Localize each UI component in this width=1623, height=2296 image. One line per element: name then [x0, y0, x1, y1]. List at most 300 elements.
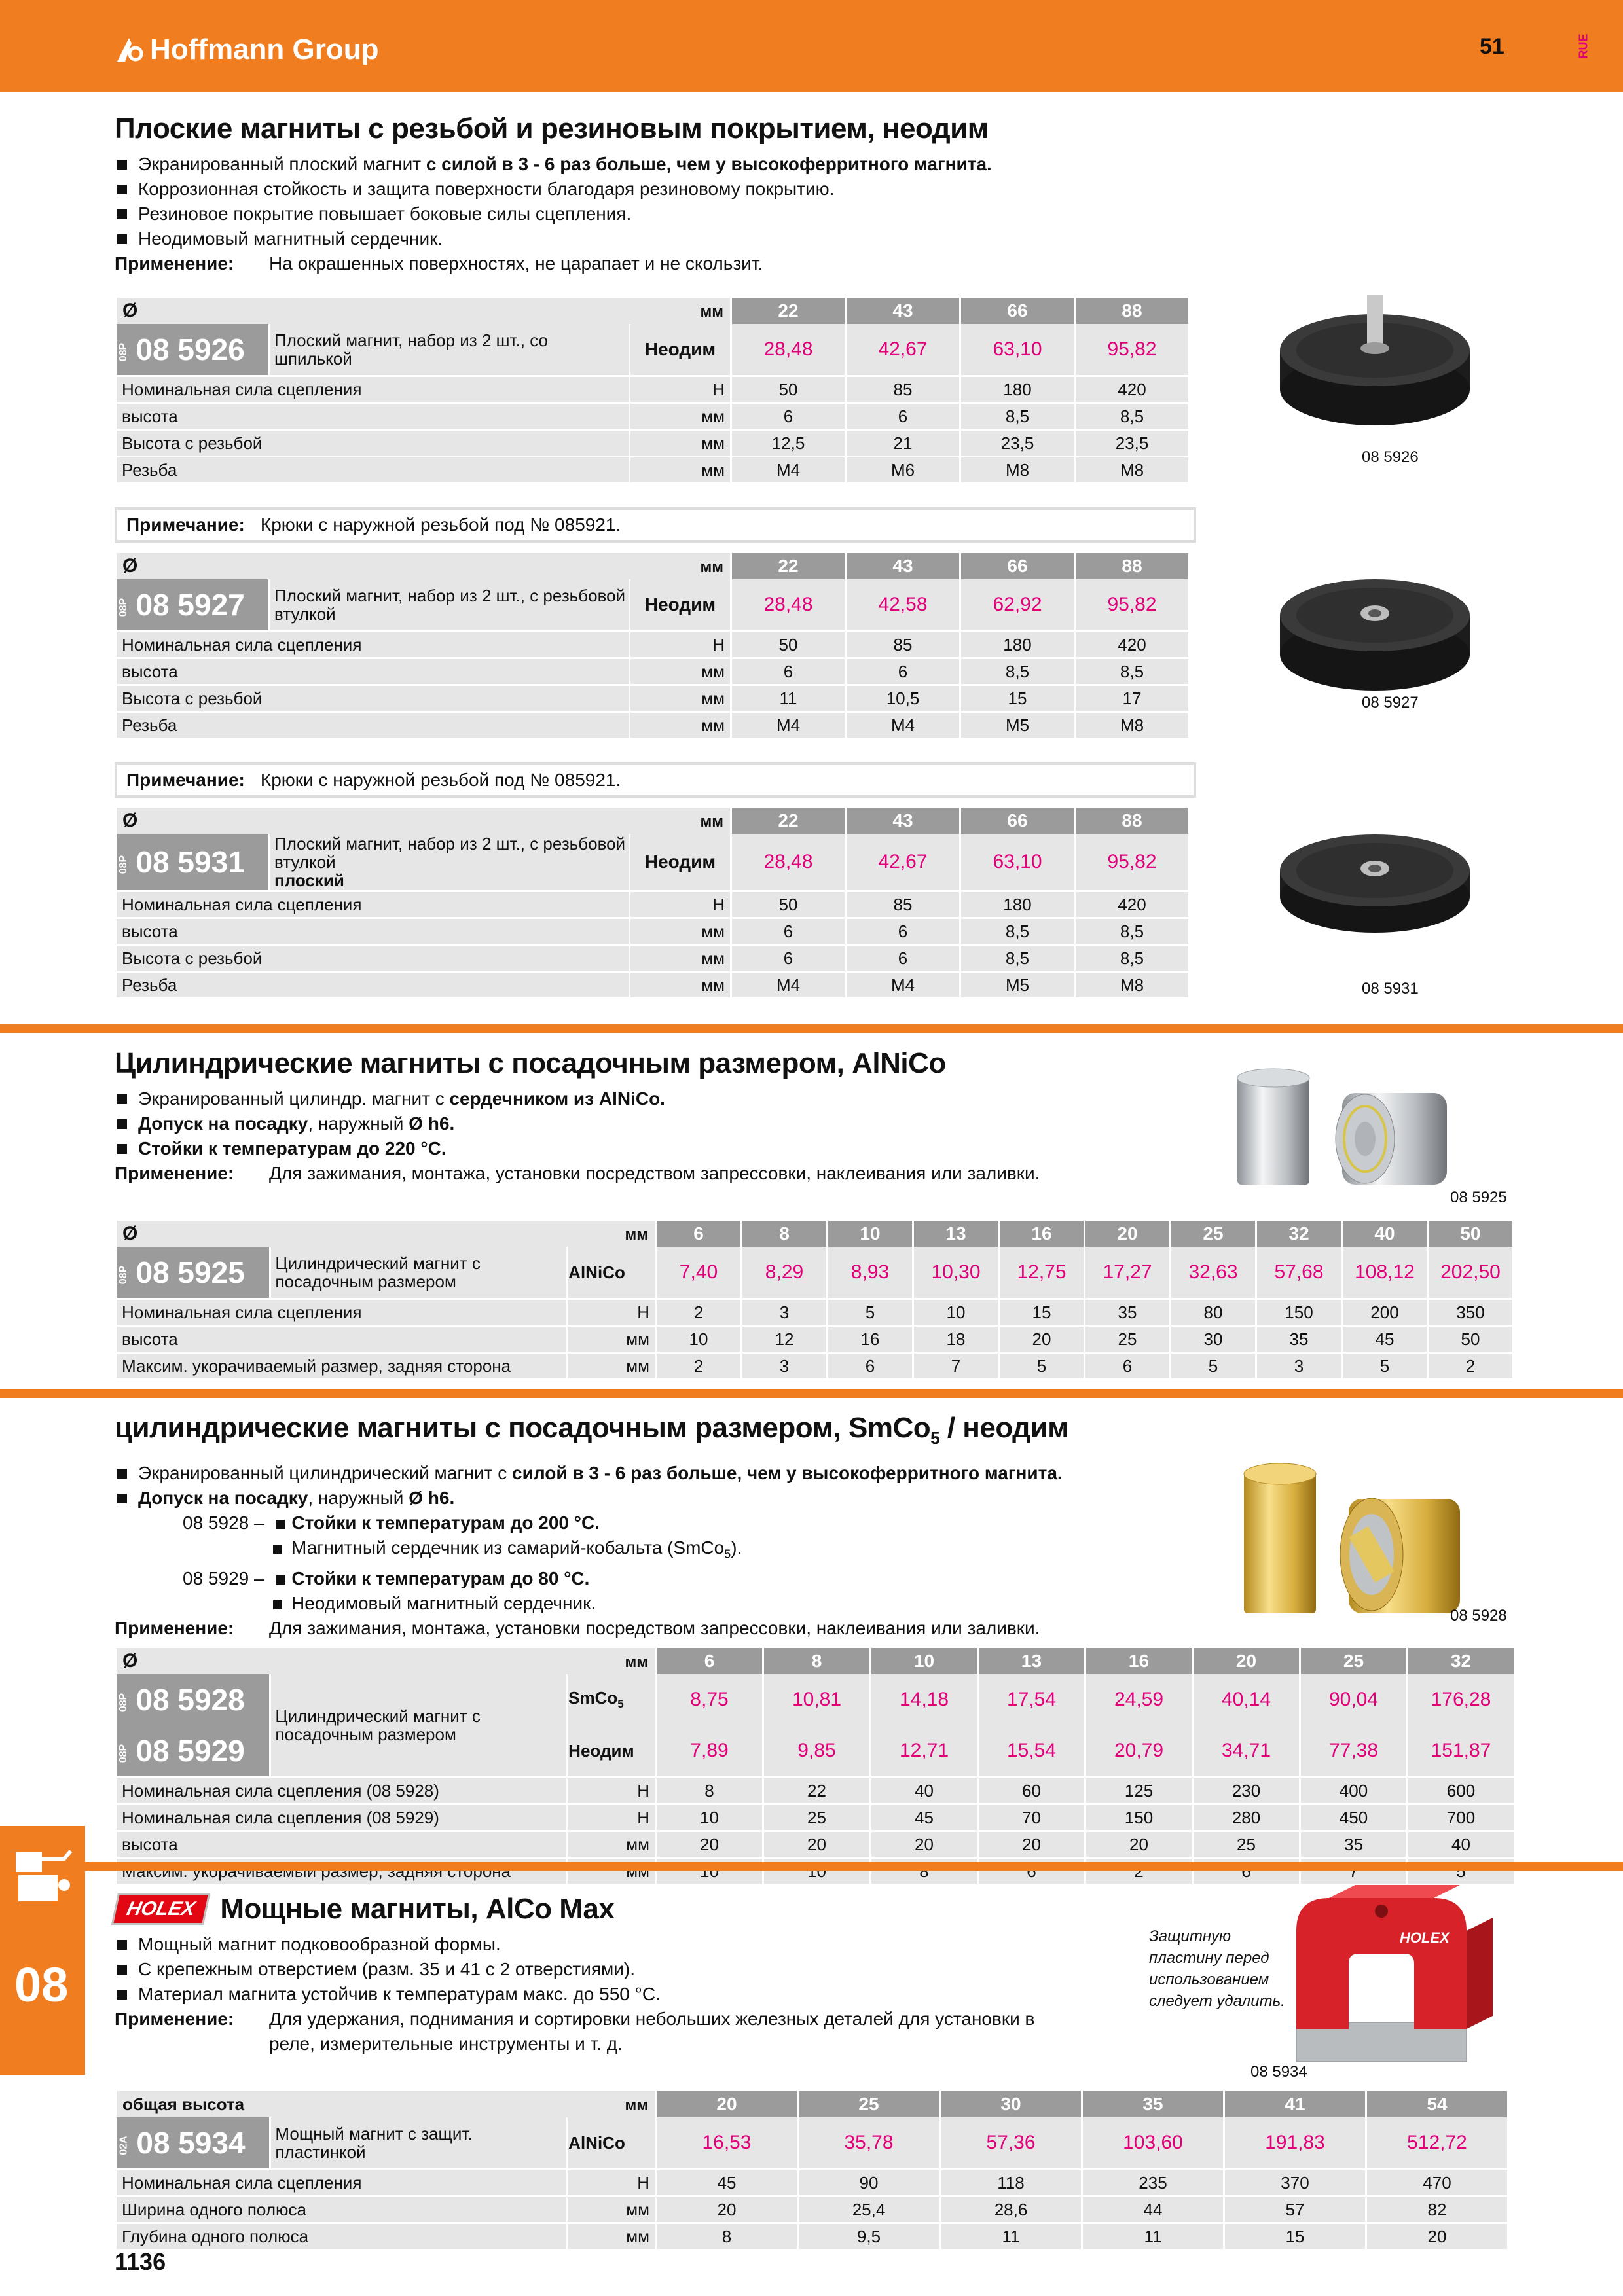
article-prefix: 08P — [118, 598, 130, 617]
row-label: Максим. укорачиваемый размер, задняя сторона — [117, 1352, 566, 1378]
material-name: SmCo — [568, 1688, 618, 1708]
table-row — [117, 971, 1188, 997]
price-cell[interactable]: 57,68 — [1257, 1247, 1341, 1298]
table-cell: 40 — [871, 1776, 977, 1803]
price-cell[interactable]: 57,36 — [941, 2117, 1081, 2168]
size-header-cell: 25 — [1171, 1221, 1255, 1247]
article-description: Цилиндрический магнит с посадочным размером — [271, 1674, 566, 1776]
application-line: Применение: На окрашенных поверхностях, не царапает и не скользит. — [115, 253, 763, 274]
table-cell: 150 — [1257, 1298, 1341, 1325]
table-cell: 11 — [732, 684, 845, 711]
table-cell: 8,5 — [961, 917, 1074, 944]
table-cell: 350 — [1429, 1298, 1512, 1325]
table-cell: 11 — [941, 2222, 1081, 2249]
brand-name: Hoffmann Group — [150, 33, 379, 65]
table-cell: 44 — [1083, 2195, 1223, 2222]
price-cell[interactable]: 35,78 — [799, 2117, 939, 2168]
table-cell: 8,5 — [961, 944, 1074, 971]
diameter-symbol: Ø — [122, 810, 138, 831]
table-cell: 85 — [847, 630, 959, 657]
diameter-header — [117, 1221, 655, 1247]
material-label — [568, 2117, 655, 2168]
feature-item: Неодимовый магнитный сердечник. — [115, 226, 1509, 251]
image-caption: 08 5925 — [1450, 1189, 1507, 1206]
feature-list — [115, 152, 1509, 251]
table-cell: 90 — [799, 2168, 939, 2195]
article-number[interactable] — [117, 2117, 269, 2168]
article-code: 08 5929 — [136, 1734, 245, 1768]
size-header-cell: 8 — [742, 1221, 826, 1247]
table-row — [117, 711, 1188, 738]
table-cell: 450 — [1301, 1803, 1406, 1830]
table-cell: 370 — [1225, 2168, 1365, 2195]
table-cell: 230 — [1194, 1776, 1299, 1803]
size-header-cell: 20 — [657, 2091, 797, 2117]
price-cell[interactable]: 103,60 — [1083, 2117, 1223, 2168]
article-number[interactable] — [117, 1247, 269, 1298]
price-cell[interactable]: 28,48 — [732, 834, 845, 890]
alnico-cylinder-image — [1231, 1064, 1493, 1194]
row-unit: Н — [630, 630, 730, 657]
price-cell[interactable]: 8,75 — [657, 1674, 762, 1725]
description-text: Плоский магнит, набор из 2 шт., со шпилькой — [274, 331, 548, 368]
material-label — [568, 1674, 655, 1725]
table-cell: 16 — [828, 1325, 912, 1352]
price-cell[interactable]: 63,10 — [961, 834, 1074, 890]
price-cell[interactable]: 42,67 — [847, 324, 959, 375]
article-row[interactable] — [117, 579, 1188, 630]
table-cell: 8,5 — [1076, 944, 1188, 971]
table-cell: M5 — [961, 711, 1074, 738]
price-cell[interactable]: 10,81 — [764, 1674, 869, 1725]
note-text: Крюки с наружной резьбой под № 085921. — [260, 514, 621, 535]
price-cell[interactable]: 7,89 — [657, 1725, 762, 1776]
price-cell[interactable]: 95,82 — [1076, 834, 1188, 890]
table-cell: 235 — [1083, 2168, 1223, 2195]
table-cell: 45 — [871, 1803, 977, 1830]
application-line: Применение: Для зажимания, монтажа, установки посредством запрессовки, наклеивания или заливки. — [115, 1618, 1040, 1639]
unit-label: мм — [625, 1653, 648, 1671]
description-text: Плоский магнит, набор из 2 шт., с резьбовой втулкой — [274, 834, 626, 872]
unit-label: мм — [700, 303, 723, 321]
section-title: Плоские магниты с резьбой и резиновым покрытием, неодим — [115, 113, 989, 145]
price-cell[interactable]: 24,59 — [1086, 1674, 1192, 1725]
brand-logo[interactable] — [115, 31, 379, 68]
table-cell: 35 — [1301, 1830, 1406, 1857]
image-caption: 08 5926 — [1362, 448, 1419, 466]
note-label: Примечание: — [126, 514, 245, 535]
table-row — [117, 2195, 1507, 2222]
price-cell[interactable]: 90,04 — [1301, 1674, 1406, 1725]
row-label: высота — [117, 917, 629, 944]
row-label: Резьба — [117, 971, 629, 997]
size-header-cell: 22 — [732, 808, 845, 834]
article-description: Цилиндрический магнит с посадочным размером — [271, 1247, 566, 1298]
image-caption: 08 5934 — [1250, 2063, 1307, 2081]
price-cell[interactable]: 42,67 — [847, 834, 959, 890]
row-label: Высота с резьбой — [117, 429, 629, 456]
row-label: Номинальная сила сцепления — [117, 2168, 566, 2195]
row-unit: мм — [630, 944, 730, 971]
size-header-cell: 16 — [1000, 1221, 1084, 1247]
section-divider — [0, 1024, 1623, 1033]
table-cell: 25 — [1194, 1830, 1299, 1857]
diameter-header — [117, 808, 730, 834]
size-header-cell: 43 — [847, 298, 959, 324]
table-cell: 10 — [657, 1803, 762, 1830]
size-header-cell: 10 — [871, 1648, 977, 1674]
price-cell[interactable]: 12,75 — [1000, 1247, 1084, 1298]
row-label: Высота с резьбой — [117, 944, 629, 971]
table-cell: 45 — [1343, 1325, 1427, 1352]
size-header-cell: 20 — [1194, 1648, 1299, 1674]
table-cell: 8,5 — [1076, 657, 1188, 684]
row-unit: мм — [630, 657, 730, 684]
row-unit: мм — [568, 1830, 655, 1857]
table-row — [117, 375, 1188, 402]
table-cell: 8,5 — [961, 657, 1074, 684]
table-cell: 22 — [764, 1776, 869, 1803]
price-cell[interactable]: 512,72 — [1367, 2117, 1507, 2168]
table-cell: 15 — [1000, 1298, 1084, 1325]
table-cell: 15 — [1225, 2222, 1365, 2249]
article-code: 08 5926 — [136, 332, 245, 367]
material-name: AlNiCo — [568, 1262, 625, 1282]
table-header-row — [117, 553, 1188, 579]
row-label: Резьба — [117, 456, 629, 482]
row-unit: Н — [568, 1803, 655, 1830]
variant-detail: Магнитный сердечник из самарий-кобальта (SmCo$_5$). — [183, 1535, 1509, 1567]
table-cell: 28,6 — [941, 2195, 1081, 2222]
table-row — [117, 917, 1188, 944]
unit-label: мм — [700, 813, 723, 831]
variant-item: 08 5929 – Стойки к температурам до 80 °C. — [183, 1568, 590, 1589]
article-prefix: 08P — [118, 855, 130, 874]
table-cell: 40 — [1408, 1830, 1514, 1857]
table-cell: 35 — [1085, 1298, 1169, 1325]
table-cell: 3 — [742, 1298, 826, 1325]
row-unit: Н — [568, 1776, 655, 1803]
table-cell: 400 — [1301, 1776, 1406, 1803]
article-number[interactable] — [117, 324, 268, 375]
table-cell: 23,5 — [961, 429, 1074, 456]
row-label: Номинальная сила сцепления — [117, 630, 629, 657]
price-cell[interactable]: 151,87 — [1408, 1725, 1514, 1776]
price-cell[interactable]: 8,93 — [828, 1247, 912, 1298]
table-cell: 5 — [828, 1298, 912, 1325]
note-box — [115, 762, 1196, 798]
price-cell[interactable]: 32,63 — [1171, 1247, 1255, 1298]
article-number[interactable] — [117, 834, 268, 890]
article-number[interactable] — [117, 1674, 269, 1725]
table-row — [117, 944, 1188, 971]
price-cell[interactable]: 17,27 — [1085, 1247, 1169, 1298]
row-label: Номинальная сила сцепления — [117, 890, 629, 917]
table-cell: 20 — [1367, 2222, 1507, 2249]
price-cell[interactable]: 62,92 — [961, 579, 1074, 630]
diameter-symbol: Ø — [122, 555, 138, 577]
price-cell[interactable]: 17,54 — [979, 1674, 1084, 1725]
note-label: Примечание: — [126, 770, 245, 790]
table-row — [117, 890, 1188, 917]
size-header-cell: 6 — [657, 1648, 762, 1674]
row-unit: мм — [630, 917, 730, 944]
table-cell: 60 — [979, 1776, 1084, 1803]
size-header-cell: 32 — [1408, 1648, 1514, 1674]
price-cell[interactable]: 16,53 — [657, 2117, 797, 2168]
description-variant: плоский — [274, 870, 344, 890]
page-number: 51 — [1480, 34, 1504, 59]
table-cell: 20 — [1086, 1830, 1192, 1857]
price-cell[interactable]: 95,82 — [1076, 324, 1188, 375]
table-cell: 8 — [657, 1776, 762, 1803]
price-cell[interactable]: 95,82 — [1076, 579, 1188, 630]
table-cell: 25 — [1085, 1325, 1169, 1352]
size-header-cell: 88 — [1076, 553, 1188, 579]
section-flat-magnets — [115, 111, 1509, 276]
table-cell: 17 — [1076, 684, 1188, 711]
price-cell[interactable]: 15,54 — [979, 1725, 1084, 1776]
price-cell[interactable]: 7,40 — [657, 1247, 740, 1298]
feature-item: С крепежным отверстием (разм. 35 и 41 с 2 отверстиями). — [115, 1957, 1509, 1982]
product-table — [115, 553, 1190, 738]
table-cell: 470 — [1367, 2168, 1507, 2195]
table-cell: 20 — [764, 1830, 869, 1857]
table-cell: 420 — [1076, 890, 1188, 917]
price-cell[interactable]: 8,29 — [742, 1247, 826, 1298]
feature-item: Резиновое покрытие повышает боковые силы сцепления. — [115, 202, 1509, 226]
table-cell: 20 — [657, 2195, 797, 2222]
table-cell: 20 — [1000, 1325, 1084, 1352]
size-header-cell: 41 — [1225, 2091, 1365, 2117]
table-row — [117, 1352, 1512, 1378]
size-header-cell: 54 — [1367, 2091, 1507, 2117]
table-cell: 5 — [1343, 1352, 1427, 1378]
description-text: Плоский магнит, набор из 2 шт., с резьбовой втулкой — [274, 586, 626, 624]
table-cell: 180 — [961, 375, 1074, 402]
table-cell: 180 — [961, 630, 1074, 657]
table-cell: 30 — [1171, 1325, 1255, 1352]
table-cell: 6 — [732, 402, 845, 429]
table-cell: M8 — [961, 456, 1074, 482]
smco-cylinder-image — [1237, 1456, 1486, 1626]
row-label: Номинальная сила сцепления — [117, 375, 629, 402]
table-cell: 2 — [657, 1298, 740, 1325]
row-unit: мм — [630, 684, 730, 711]
size-header-cell: 32 — [1257, 1221, 1341, 1247]
size-header-cell: 25 — [799, 2091, 939, 2117]
unit-label: мм — [625, 2096, 648, 2114]
product-table — [115, 298, 1190, 482]
product-table — [115, 808, 1190, 997]
article-row[interactable] — [117, 1674, 1514, 1725]
material-label: Неодим — [630, 324, 730, 375]
table-cell: 85 — [847, 890, 959, 917]
diameter-symbol: Ø — [122, 1650, 138, 1672]
table-cell: 45 — [657, 2168, 797, 2195]
table-cell: 21 — [847, 429, 959, 456]
flat-magnet-stud-image — [1277, 288, 1473, 445]
price-cell[interactable]: 9,85 — [764, 1725, 869, 1776]
table-row — [117, 1298, 1512, 1325]
price-cell[interactable]: 191,83 — [1225, 2117, 1365, 2168]
row-label: высота — [117, 1325, 566, 1352]
table-row — [117, 657, 1188, 684]
size-header-cell: 66 — [961, 808, 1074, 834]
table-cell: 3 — [1257, 1352, 1341, 1378]
feature-item: Экранированный цилиндр. магнит с сердечником из AlNiCo. — [115, 1086, 1509, 1111]
table-cell: 700 — [1408, 1803, 1514, 1830]
table-row — [117, 429, 1188, 456]
price-cell[interactable]: 40,14 — [1194, 1674, 1299, 1725]
variant-item: 08 5928 – Стойки к температурам до 200 °C. — [183, 1512, 600, 1533]
product-table — [115, 2091, 1509, 2249]
price-cell[interactable]: 34,71 — [1194, 1725, 1299, 1776]
table-cell: 20 — [979, 1830, 1084, 1857]
table-cell: 9,5 — [799, 2222, 939, 2249]
size-header-cell: 88 — [1076, 808, 1188, 834]
price-cell[interactable]: 20,79 — [1086, 1725, 1192, 1776]
size-header-cell: 8 — [764, 1648, 869, 1674]
table-cell: 10 — [657, 1325, 740, 1352]
table-cell: 12 — [742, 1325, 826, 1352]
table-cell: 5 — [1171, 1352, 1255, 1378]
table-row — [117, 1776, 1514, 1803]
table-cell: 50 — [1429, 1325, 1512, 1352]
price-cell[interactable]: 202,50 — [1429, 1247, 1512, 1298]
price-cell[interactable]: 176,28 — [1408, 1674, 1514, 1725]
table-cell: 70 — [979, 1803, 1084, 1830]
row-unit: мм — [568, 2195, 655, 2222]
feature-item: Стойки к температурам до 220 °C. — [115, 1136, 1509, 1161]
price-cell[interactable]: 28,48 — [732, 579, 845, 630]
price-cell[interactable]: 108,12 — [1343, 1247, 1427, 1298]
size-header-cell: 20 — [1085, 1221, 1169, 1247]
row-label: Ширина одного полюса — [117, 2195, 566, 2222]
size-header-cell: 66 — [961, 553, 1074, 579]
size-header-cell: 6 — [657, 1221, 740, 1247]
row-label: Номинальная сила сцепления (08 5928) — [117, 1776, 566, 1803]
feature-item: Допуск на посадку, наружный Ø h6. — [115, 1486, 1509, 1511]
table-cell: M6 — [847, 456, 959, 482]
table-cell: M4 — [732, 711, 845, 738]
price-cell[interactable]: 77,38 — [1301, 1725, 1406, 1776]
table-row — [117, 684, 1188, 711]
row-unit: мм — [568, 1352, 655, 1378]
feature-item: Коррозионная стойкость и защита поверхности благодаря резиновому покрытию. — [115, 177, 1509, 202]
magnet-brand-text: HOLEX — [1400, 1929, 1450, 1946]
size-header-cell: 22 — [732, 553, 845, 579]
article-row[interactable] — [117, 834, 1188, 890]
table-row — [117, 1803, 1514, 1830]
article-description — [270, 834, 629, 890]
table-cell: 57 — [1225, 2195, 1365, 2222]
table-cell: 6 — [847, 917, 959, 944]
table-cell: 2 — [657, 1352, 740, 1378]
table-cell: 8 — [657, 2222, 797, 2249]
table-cell: 15 — [961, 684, 1074, 711]
table-cell: 2 — [1429, 1352, 1512, 1378]
table-cell: M4 — [847, 711, 959, 738]
table-cell: M5 — [961, 971, 1074, 997]
size-header-cell: 40 — [1343, 1221, 1427, 1247]
price-cell[interactable]: 63,10 — [961, 324, 1074, 375]
flat-magnet-flat-image — [1277, 808, 1473, 965]
table-cell: M8 — [1076, 456, 1188, 482]
note-box — [115, 507, 1196, 543]
article-row[interactable] — [117, 2117, 1507, 2168]
material-name: Неодим — [568, 1740, 634, 1761]
article-prefix: 08P — [118, 342, 130, 362]
article-code: 08 5931 — [136, 845, 245, 879]
price-cell[interactable]: 12,71 — [871, 1725, 977, 1776]
size-header-cell: 50 — [1429, 1221, 1512, 1247]
row-unit: Н — [568, 1298, 655, 1325]
table-cell: 12,5 — [732, 429, 845, 456]
article-row[interactable] — [117, 1247, 1512, 1298]
row-unit: мм — [630, 711, 730, 738]
language-code: RUE — [1577, 33, 1590, 59]
unit-label: мм — [625, 1226, 648, 1244]
row-unit: Н — [568, 2168, 655, 2195]
table-cell: 20 — [871, 1830, 977, 1857]
table-header-row — [117, 808, 1188, 834]
diameter-header — [117, 553, 730, 579]
table-cell: 6 — [847, 402, 959, 429]
table-cell: 50 — [732, 890, 845, 917]
price-cell[interactable]: 28,48 — [732, 324, 845, 375]
table-cell: 3 — [742, 1352, 826, 1378]
table-cell: 7 — [914, 1352, 998, 1378]
price-cell[interactable]: 10,30 — [914, 1247, 998, 1298]
product-table — [115, 1648, 1516, 1884]
price-cell[interactable]: 42,58 — [847, 579, 959, 630]
table-cell: 6 — [847, 657, 959, 684]
magnet-tool-icon — [12, 1846, 75, 1905]
row-unit: мм — [568, 1325, 655, 1352]
chapter-tab[interactable] — [0, 1826, 85, 2075]
table-cell: 6 — [732, 917, 845, 944]
holex-logo[interactable]: HOLEX — [111, 1893, 211, 1925]
article-number[interactable] — [117, 579, 268, 630]
article-row[interactable] — [117, 324, 1188, 375]
table-cell: 18 — [914, 1325, 998, 1352]
material-subscript: 5 — [617, 1698, 624, 1711]
size-header-cell: 22 — [732, 298, 845, 324]
row-label: Номинальная сила сцепления (08 5929) — [117, 1803, 566, 1830]
table-cell: 6 — [847, 944, 959, 971]
unit-label: мм — [700, 558, 723, 576]
table-cell: 600 — [1408, 1776, 1514, 1803]
table-cell: 420 — [1076, 375, 1188, 402]
table-cell: 85 — [847, 375, 959, 402]
note-text: Крюки с наружной резьбой под № 085921. — [260, 770, 621, 790]
size-header-cell: 25 — [1301, 1648, 1406, 1674]
table-cell: 6 — [732, 944, 845, 971]
article-code: 08 5927 — [136, 588, 245, 622]
table-cell: 6 — [732, 657, 845, 684]
table-cell: 6 — [1085, 1352, 1169, 1378]
table-cell: 280 — [1194, 1803, 1299, 1830]
material-name: AlNiCo — [568, 2132, 625, 2153]
diameter-header — [117, 2091, 655, 2117]
price-cell[interactable]: 14,18 — [871, 1674, 977, 1725]
table-row — [117, 1830, 1514, 1857]
article-number[interactable] — [117, 1725, 269, 1776]
article-prefix: 02A — [118, 2136, 130, 2155]
table-cell: M8 — [1076, 971, 1188, 997]
material-label — [568, 1725, 655, 1776]
